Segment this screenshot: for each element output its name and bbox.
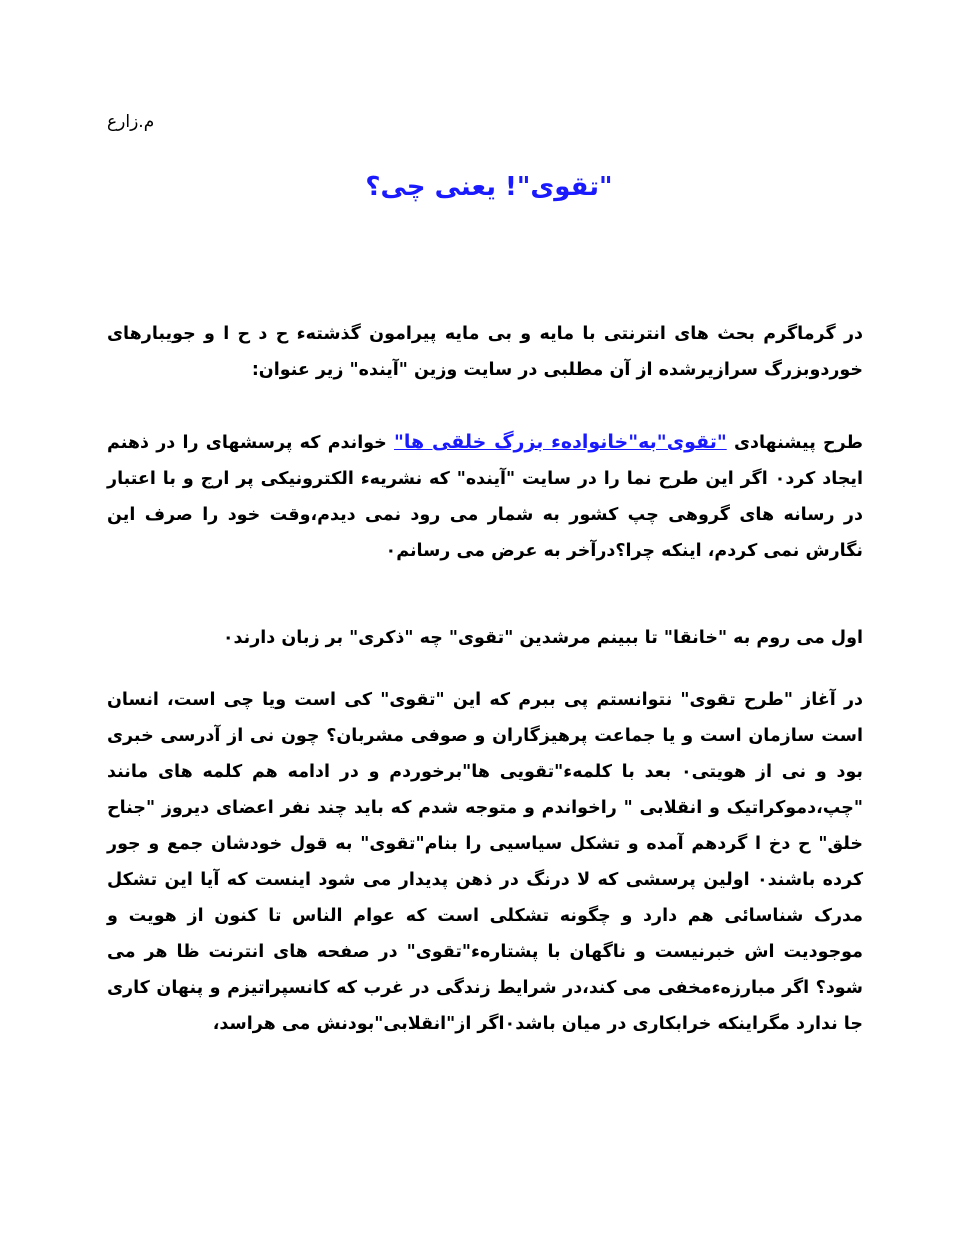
paragraph-proposal-lead: طرح پیشنهادی <box>726 433 863 453</box>
author-name: م.زارع <box>107 112 155 132</box>
page-title: "تقوی"! یعنی چی؟ <box>365 172 613 202</box>
paragraph-proposal-rest: خواندم که پرسشهای را در ذهنم ایجاد کرد۰ اگر این طرح نما را در سایت "آینده" که نشریهء الکترونیکی پر ارج و با اعتبار در رسانه های گروهی چپ کشور به شمار می رود نمی دیدم،وقت خود را صرف این نگارش نمی کردم، اینکه چرا؟درآخر به عرض می رسانم۰ <box>107 433 863 561</box>
paragraph-khanqa: اول می روم به "خانقا" تا ببینم مرشدین "تقوی" چه "ذکری" بر زبان دارند۰ <box>222 628 863 648</box>
paragraph-proposal <box>107 424 863 569</box>
paragraph-main: در آغاز "طرح تقوی" نتوانستم پی ببرم که این "تقوی" کی است ویا چی است، انسان است سازمان است و یا جماعت پرهیزگاران و صوفی مشربان؟ چون نی از آدرسی خبری بود و نی از هویتی۰ بعد با کلمهء"تقویی ها"برخوردم و در ادامه هم کلمه های مانند "چپ،دموکراتیک و انقلابی " راخواندم و متوجه شدم که باید چند نفر اعضای دیروز "جناح خلق" ح دخ ا گردهم آمده و تشکل سیاسیی را بنام"تقوی" به قول خودشان جمع و جور کرده باشند۰ اولین پرسشی که لا درنگ در ذهن پدیدار می شود اینست که آیا این تشکل مدرک شناسائی هم دارد و چگونه تشکلی است که عوام الناس تا کنون از هویت و موجودیت اش خبرنیست و ناگهان با پشتارهء"تقوی" در صفحه های انترنت ظا هر می شود؟ اگر مبارزهءمخفی می کند،در شرایط زندگی در غرب که کانسپراتیزم و پنهان کاری جا ندارد مگراینکه خرابکاری در میان باشد۰اگر از"انقلابی"بودنش می هراسد، <box>107 690 864 1034</box>
proposal-link[interactable]: "تقوی"به"خانوادهء بزرگ خلقی ها" <box>394 431 727 453</box>
paragraph-intro: در گرماگرم بحث های انترنتی با مایه و بی مایه پیرامون گذشتهء ح د ح ا و جویبارهای خوردوبزرگ سرازیرشده از آن مطلبی در سایت وزین "آینده" زیر عنوان: <box>107 324 863 380</box>
